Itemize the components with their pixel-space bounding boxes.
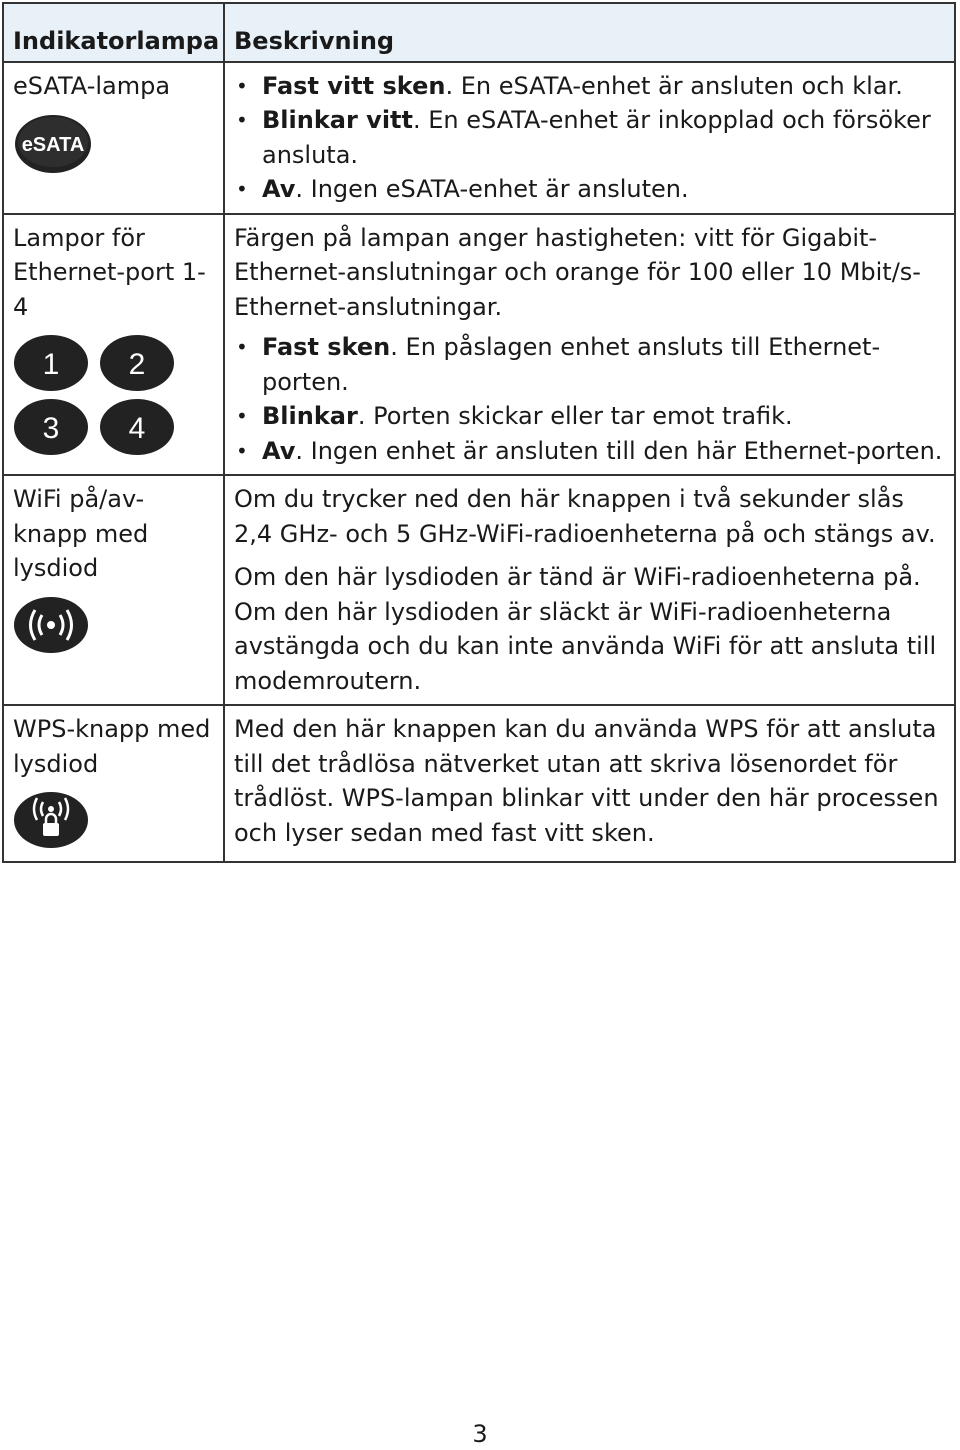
- description-cell: [224, 214, 955, 476]
- ethernet-bullet-list: [234, 330, 946, 468]
- ethernet-port-led-icon: [99, 334, 175, 392]
- indicator-name: eSATA-lampa: [13, 71, 171, 100]
- wifi-button-icon: [13, 596, 89, 654]
- header-indicator: Indikatorlampa: [3, 3, 224, 62]
- description-cell: [224, 705, 955, 862]
- header-description: Beskrivning: [224, 3, 955, 62]
- svg-text:3: 3: [42, 412, 60, 445]
- ethernet-intro: Färgen på lampan anger hastigheten: vitt för Gigabit-Ethernet-anslutningar och orange för 100 eller 10 Mbit/s-Ethernet-anslutningar.: [234, 223, 921, 321]
- ethernet-port-led-icon: [99, 398, 175, 456]
- table-row-esata: [3, 62, 955, 214]
- wifi-description-1: Om du trycker ned den här knappen i två sekunder slås 2,4 GHz- och 5 GHz-WiFi-radioenheterna på och stängs av.: [234, 485, 936, 548]
- indicator-cell: [3, 214, 224, 476]
- indicator-name: WPS-knapp med lysdiod: [13, 715, 211, 778]
- table-row-wps: [3, 705, 955, 862]
- svg-text:1: 1: [42, 348, 60, 381]
- page-number: 3: [472, 1420, 488, 1448]
- indicator-cell: [3, 705, 224, 862]
- svg-text:2: 2: [128, 348, 146, 381]
- description-cell: [224, 475, 955, 705]
- ethernet-port-led-icons: [13, 334, 215, 456]
- description-cell: [224, 62, 955, 214]
- esata-bullet-list: [234, 69, 946, 207]
- svg-text:4: 4: [128, 412, 146, 445]
- wps-description: Med den här knappen kan du använda WPS för att ansluta till det trådlösa nätverket utan att skriva lösenordet för trådlöst. WPS-lampan blinkar vitt under den här processen och lyser sedan med fast vitt sken.: [234, 715, 939, 847]
- list-item: • Av. Ingen eSATA-enhet är ansluten.: [234, 172, 946, 207]
- wps-button-icon: [13, 791, 89, 849]
- indicator-cell: [3, 475, 224, 705]
- table-header-row: [3, 3, 955, 62]
- esata-icon-label: eSATA: [21, 134, 85, 156]
- ethernet-port-led-icon: [13, 334, 89, 392]
- esata-led-icon: [13, 113, 93, 175]
- list-item: • Blinkar vitt. En eSATA-enhet är inkopplad och försöker ansluta.: [234, 103, 946, 172]
- list-item: • Av. Ingen enhet är ansluten till den här Ethernet-porten.: [234, 434, 946, 469]
- list-item: • Fast vitt sken. En eSATA-enhet är ansluten och klar.: [234, 69, 946, 104]
- list-item: • Blinkar. Porten skickar eller tar emot trafik.: [234, 399, 946, 434]
- indicator-cell: [3, 62, 224, 214]
- table-row-wifi: [3, 475, 955, 705]
- list-item: • Fast sken. En påslagen enhet ansluts till Ethernet-porten.: [234, 330, 946, 399]
- wifi-description-2: Om den här lysdioden är tänd är WiFi-radioenheterna på. Om den här lysdioden är släckt är WiFi-radioenheterna avstängda och du kan inte använda WiFi för att ansluta till modemroutern.: [234, 563, 937, 695]
- indicator-name: WiFi på/av-knapp med lysdiod: [13, 485, 149, 582]
- ethernet-port-led-icon: [13, 398, 89, 456]
- table-row-ethernet: [3, 214, 955, 476]
- led-indicator-table: [2, 2, 956, 863]
- indicator-name: Lampor för Ethernet-port 1-4: [13, 223, 206, 321]
